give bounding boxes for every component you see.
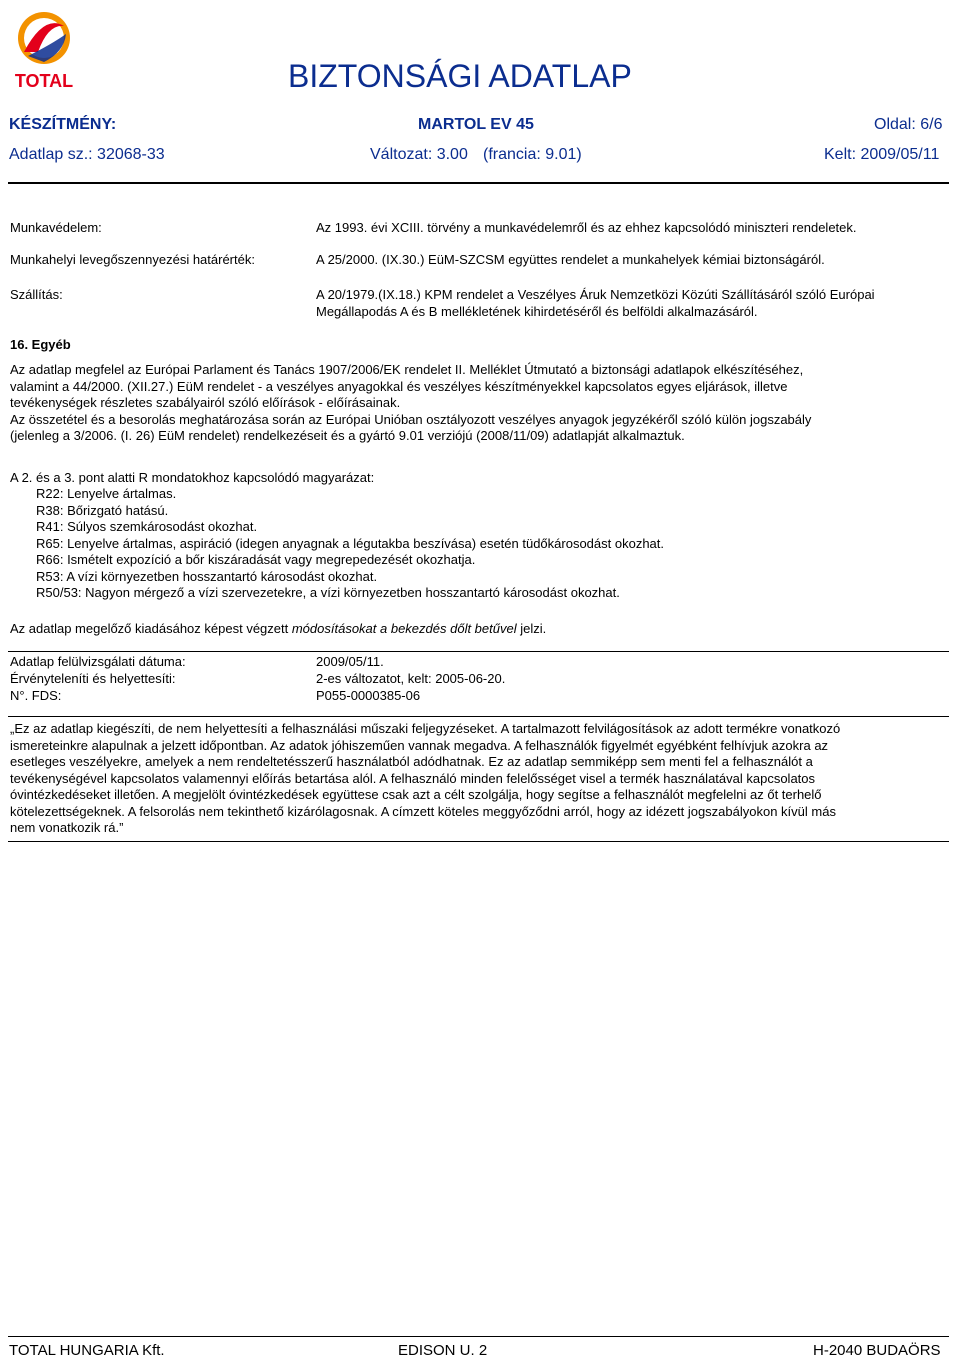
footer-divider (8, 1336, 949, 1337)
header-divider (8, 182, 949, 184)
logo-text: TOTAL (14, 71, 74, 91)
disclaimer-text (10, 721, 955, 837)
supersedes-label: Érvényteleníti és helyettesíti: (10, 671, 176, 686)
r-phrase: R38: Bőrizgató hatású. (36, 502, 169, 518)
r-phrase: R66: Ismételt expozíció a bőr kiszáradását vagy megrepedezését okozhatja. (36, 552, 476, 567)
footer-address: EDISON U. 2 (398, 1342, 488, 1359)
reg-text-transport-1: A 20/1979.(IX.18.) KPM rendelet a Veszélyes Áruk Nemzetközi Közúti Szállításáról szóló Európai (316, 287, 875, 302)
r-phrases-intro: A 2. és a 3. pont alatti R mondatokhoz kapcsolódó magyarázat: (10, 470, 375, 485)
issue-date: Kelt: 2009/05/11 (824, 146, 940, 163)
disclaimer-line: nem vonatkozik rá.” (10, 820, 124, 835)
r-phrase: R50/53: Nagyon mérgező a vízi szervezetekre, a vízi környezetben hosszantartó károsodást okozhat. (36, 585, 620, 600)
preparation-label: KÉSZÍTMÉNY: (9, 116, 117, 133)
paragraph-line: (jelenleg a 3/2006. (I. 26) EüM rendelet) rendelkezéseit és a gyártó 9.01 verziójú (2008/11/09) adatlapját alkalmaztuk. (10, 428, 685, 443)
section-16-heading: 16. Egyéb (10, 337, 71, 352)
total-logo (8, 4, 80, 92)
supersedes-value: 2-es változatot, kelt: 2005-06-20. (316, 671, 506, 686)
r-phrase: R22: Lenyelve ártalmas. (36, 486, 177, 501)
disclaimer-line: ismereteinkre alapulnak a jelzett időpontban. Az adatok jóhiszeműen vannak megadva. A felhasználók figyelmét egyébként felhívjuk azokra az (10, 737, 829, 753)
reg-label-air-limit: Munkahelyi levegőszennyezési határérték: (10, 252, 255, 267)
paragraph-line: Az összetétel és a besorolás meghatározása során az Európai Unióban osztályozott veszélyes anyagok jegyzékéről szóló külön jogszabály (10, 411, 812, 427)
modification-note: Az adatlap megelőző kiadásához képest végzett módosításokat a bekezdés dőlt betűvel jelzi. (10, 621, 547, 636)
paragraph-line: valamint a 44/2000. (XII.27.) EüM rendelet - a veszélyes anyagokkal és veszélyes készítményekkel kapcsolatos egyes eljárások, illetve (10, 378, 788, 394)
section-16-paragraph (10, 362, 955, 445)
fds-number-label: N°. FDS: (10, 688, 62, 703)
page-number: Oldal: 6/6 (874, 116, 943, 133)
fds-number-value: P055-0000385-06 (316, 688, 421, 703)
r-phrase: R65: Lenyelve ártalmas, aspiráció (idegen anyagnak a légutakba beszívása) esetén tüdőkárosodást okozhat. (36, 535, 664, 551)
sheet-number: Adatlap sz.: 32068-33 (9, 146, 165, 163)
r-phrase: R41: Súlyos szemkárosodást okozhat. (36, 519, 258, 534)
paragraph-line: Az adatlap megfelel az Európai Parlament és Tanács 1907/2006/EK rendelet II. Melléklet Útmutató a biztonsági adatlapok elkészítéséhez, (10, 362, 804, 377)
disclaimer-line: tevékenységével kapcsolatos valamennyi előírás betartása alól. A felhasználó minden felelősséget visel a termék használatával kapcsolatos (10, 770, 816, 786)
reg-label-transport: Szállítás: (10, 287, 63, 302)
reg-text-air-limit: A 25/2000. (IX.30.) EüM-SZCSM együttes rendelet a munkahelyek kémiai biztonságáról. (316, 252, 825, 267)
reg-label-work-safety: Munkavédelem: (10, 220, 102, 235)
disclaimer-line: „Ez az adatlap kiegészíti, de nem helyettesíti a felhasználási műszaki feljegyzéseket. A tartalmazott felvilágosítások az adott termékre vonatkozó (10, 721, 841, 736)
reg-text-transport-2: Megállapodás A és B mellékletének kihirdetéséről és belföldi alkalmazásáról. (316, 304, 758, 319)
product-name: MARTOL EV 45 (418, 116, 534, 133)
review-date-label: Adatlap felülvizsgálati dátuma: (10, 654, 186, 669)
paragraph-line: tevékenységek részletes szabályairól szóló előírások - előírásainak. (10, 395, 401, 410)
disclaimer-line: kötelezettségeknek. A felsorolás nem tekinthető kizárólagosnak. A címzett köteles meggyőződni arról, hogy az idézett jogszabályokon kívül más (10, 803, 836, 819)
footer-city: H-2040 BUDAÖRS (813, 1342, 941, 1359)
disclaimer-line: óvintézkedéseket illetően. A megjelölt óvintézkedések együttese csak azt a célt szolgálja, hogy segítse a felhasználót megfelelni az őt terhelő (10, 787, 822, 802)
document-title: BIZTONSÁGI ADATLAP (288, 58, 632, 94)
footer-company: TOTAL HUNGARIA Kft. (9, 1342, 165, 1359)
french-version: (francia: 9.01) (483, 146, 582, 163)
review-date-value: 2009/05/11. (316, 654, 384, 669)
r-phrase: R53: A vízi környezetben hosszantartó károsodást okozhat. (36, 568, 378, 584)
disclaimer-line: esetleges veszélyekre, amelyek a nem rendeltetésszerű használatból adódhatnak. Ez az adatlap semmiképp sem menti fel a felhasználót a (10, 754, 813, 769)
version: Változat: 3.00 (370, 146, 468, 163)
r-phrases-list (36, 486, 664, 602)
review-divider (8, 651, 949, 652)
reg-text-work-safety: Az 1993. évi XCIII. törvény a munkavédelemről és az ehhez kapcsolódó miniszteri rendeletek. (316, 220, 857, 235)
total-logo-icon (8, 4, 80, 92)
